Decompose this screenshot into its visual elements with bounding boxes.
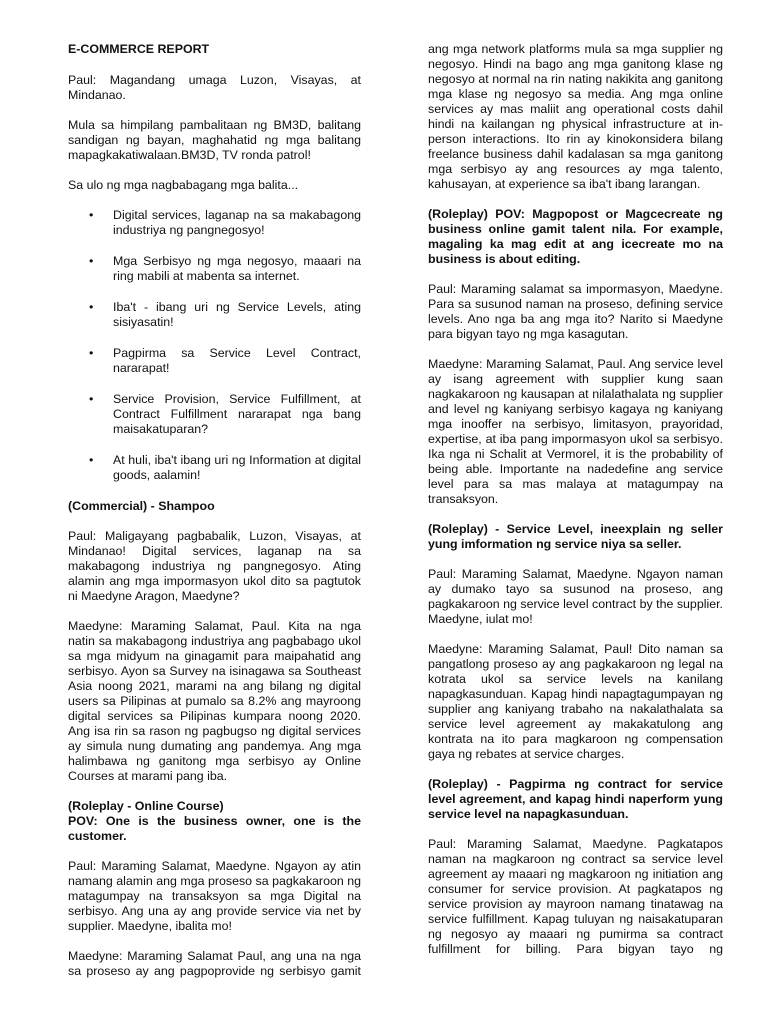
paragraph-maedyne-service-level: Maedyne: Maraming Salamat, Paul. Ang service level ay isang agreement with supplier kung saan nagkakaroon ng kausapan at nilalathalata ng supplier and level ng kaniyang serbisyo kagaya ng kaniyang mga inooffer na serbisyo, limitasyon, prayoridad, expertise, at iba pang impormasyon ukol sa serbisyo. Ika nga ni Schalit at Vermorel, it is the probability of being able. Importante na nadedefine ang service level para sa mas malaya at matagumpay na transaksyon. <box>428 357 723 506</box>
list-item: • Mga Serbisyo ng mga negosyo, maaari na ring mabili at mabenta sa internet. <box>89 254 361 283</box>
paragraph-paul-process: Paul: Maraming Salamat, Maedyne. Ngayon ay atin namang alamin ang mga proseso sa pagkakaroon ng matagumpay na transaksyon sa mga Digital na serbisyo. Ang una ay ang provide service via net by supplier. Maedyne, ibalita mo! <box>68 859 361 933</box>
heading-roleplay-pov-talent: (Roleplay) POV: Magpopost or Magcecreate ng business online gamit talent nila. For example, magaling ka mag edit at ang icecreate mo na business is about editing. <box>428 207 723 266</box>
bullet-icon: • <box>89 300 94 314</box>
list-item: • Pagpirma sa Service Level Contract, nararapat! <box>89 346 361 375</box>
bullet-icon: • <box>89 453 94 467</box>
paragraph-paul-contract: Paul: Maraming Salamat, Maedyne. Ngayon naman ay dumako tayo sa susunod na proseso, ang pagkakaroon ng service level contract by the supplier. Maedyne, iulat mo! <box>428 567 723 626</box>
heading-roleplay-contract-signing: (Roleplay) - Pagpirma ng contract for service level agreement, and kapag hindi naperform yung service level na napagkasunduan. <box>428 777 723 821</box>
paragraph-maedyne-contract: Maedyne: Maraming Salamat, Paul! Dito naman sa pangatlong proseso ay ang pagkakaroon ng legal na kotrata ukol sa service levels na kanilang napagkasunduan. Kapag hindi napagtagumpayan ng supplier ang kaniyang trabaho na nakalathalata sa service level agreement ay makakatulong ang kontrata na ito para magkaroon ng compensation gaya ng rebates at service charges. <box>428 642 723 761</box>
heading-roleplay-service-level: (Roleplay) - Service Level, ineexplain ng seller yung imformation ng service niya sa seller. <box>428 522 723 551</box>
list-item: • Iba't - ibang uri ng Service Levels, ating sisiyasatin! <box>89 300 361 329</box>
list-item: • Service Provision, Service Fulfillment, at Contract Fulfillment nararapat nga bang maisakatuparan? <box>89 392 361 436</box>
heading-roleplay-online-course: (Roleplay - Online Course) POV: One is the business owner, one is the customer. <box>68 799 361 843</box>
paragraph-network-platforms: ang mga network platforms mula sa mga supplier ng negosyo. Hindi na bago ang mga ganitong klase ng negosyo at normal na rin nating nakikita ang ganitong mga klase ng negosyo sa media. Ang mga online services ay mas maliit ang operational costs dahil hindi na kailangan ng physical infrastructure at in-person interactions. Ito rin ay kinokonsidera bilang freelance business dahil kadalasan sa mga ganitong mga serbisyo ay ang resources ay mga talento, kahusayan, at experience sa iba't ibang larangan. <box>428 42 723 191</box>
headlines-list <box>68 208 361 483</box>
report-title: E-COMMERCE REPORT <box>68 42 210 56</box>
paragraph-headlines-intro: Sa ulo ng mga nagbabagang mga balita... <box>68 178 299 192</box>
paragraph-paul-welcome-back: Paul: Maligayang pagbabalik, Luzon, Visayas, at Mindanao! Digital services, laganap na sa makabagong industriya ng pangnegosyo. Ating alamin ang mga impormasyon ukol dito sa pagtutok ni Maedyne Aragon, Maedyne? <box>68 529 361 603</box>
bullet-icon: • <box>89 254 94 268</box>
paragraph-paul-service-levels: Paul: Maraming salamat sa impormasyon, Maedyne. Para sa susunod naman na proseso, defining service levels. Ano nga ba ang mga ito? Narito si Maedyne para bigyan tayo ng mga kasagutan. <box>428 282 723 341</box>
paragraph-paul-fulfillment: Paul: Maraming Salamat, Maedyne. Pagkatapos naman na magkaroon ng contract sa service level agreement ay maaari ng magkaroon ng initiation ang consumer for service provision. At pagkatapos ng service provision ay mayroon namang tinatawag na service fulfillment. Kapag tuluyan ng naisakatuparan ng negosyo ay maaari ng pumirma sa contract fulfillment for billing. Para bigyan tayo ng <box>428 837 723 956</box>
bullet-icon: • <box>89 392 94 406</box>
paragraph-maedyne-first-process: Maedyne: Maraming Salamat Paul, ang una na nga sa proseso ay ang pagpoprovide ng serbisyo gamit <box>68 949 361 978</box>
list-item: • At huli, iba't ibang uri ng Information at digital goods, aalamin! <box>89 453 361 482</box>
bullet-icon: • <box>89 208 94 222</box>
heading-commercial: (Commercial) - Shampoo <box>68 499 215 513</box>
paragraph-maedyne-survey: Maedyne: Maraming Salamat, Paul. Kita na nga natin sa makabagong industriya ang pagbabago ukol sa mga midyum na ginagamit para maipahatid ang serbisyo. Ayon sa Survey na isinagawa sa Southeast Asia noong 2021, marami na ang bilang ng digital users sa Pilipinas at pumalo sa 8.2% ang mayroong digital services sa Pilipinas kumpara noong 2020. Ang isa rin sa rason ng pagbugso ng digital services ay simula nung dumating ang pandemya. Ang mga halimbawa ng ganitong mga serbisyo ay Online Courses at marami pang iba. <box>68 619 361 783</box>
right-column <box>428 42 723 957</box>
list-item: • Digital services, laganap na sa makabagong industriya ng pangnegosyo! <box>89 208 361 237</box>
left-column <box>68 42 361 979</box>
paragraph-greeting: Paul: Magandang umaga Luzon, Visayas, at Mindanao. <box>68 73 361 102</box>
paragraph-station-intro: Mula sa himpilang pambalitaan ng BM3D, balitang sandigan ng bayan, maghahatid ng mga balitang mapagkakatiwalaan.BM3D, TV ronda patrol! <box>68 118 361 162</box>
bullet-icon: • <box>89 346 94 360</box>
